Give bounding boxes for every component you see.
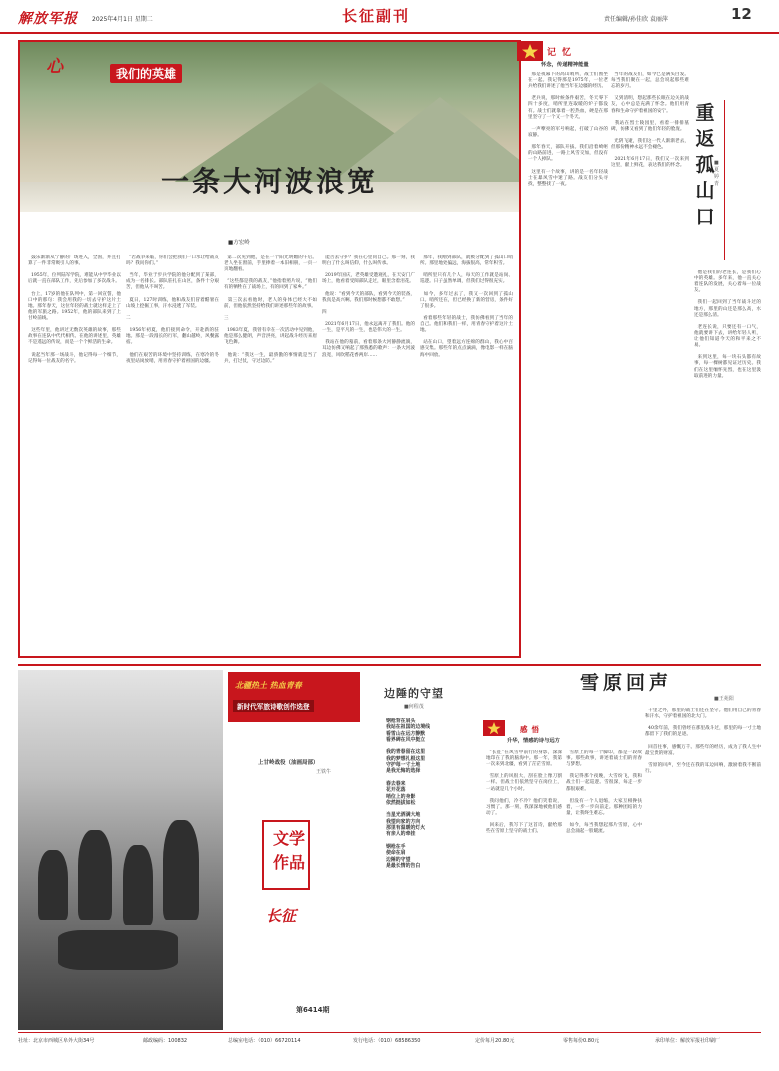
literature-box-line-1: 文学 bbox=[273, 829, 306, 848]
footer-printer: 承印单位：解放军报社印刷厂 bbox=[655, 1038, 721, 1044]
feature-column-1: 鼓乐渐渐从宁静的广场进入，全国，并且打算了一件非常吸引人的事。 1955年，位列陆军学院，难能从中学毕业以后就一直在部队工作，先后参加了多次战斗。 台上，17岁的他在队列中，第一回宣誓，他口中的那句：我会用我的一切去守护这片土地。那年春天，这位年轻的战士就这样走上了他的军旅之路。1952年，他的部队来到了上甘岭前线。 这些年里，他讲过无数次英雄的故事，那些故事在连队中代代相传。在他的讲述里，英雄不是遥远的传说，而是一个个鲜活的生命。 说起当年那一场战斗，他记得每一个细节，记得每一位战友的名字。 bbox=[28, 255, 121, 364]
feature-title: 一条大河波浪宽 bbox=[160, 165, 378, 198]
promo-tagline: 北疆热土 热血青春 bbox=[235, 680, 302, 690]
masthead bbox=[0, 0, 779, 34]
section-divider bbox=[18, 664, 761, 666]
footer-phone: 总编室电话：（010）66720114 bbox=[228, 1038, 301, 1044]
page-number: 12 bbox=[731, 5, 752, 23]
poem-body: 钢枪背在肩头 我站在祖国的边境线 看雪山在远方静默 看界碑在风中挺立 我的青春留在这里 我的梦想扎根这里 守护每一寸土地 是我无悔的选择 春去春来 花开花落 哨位上的身影 依然挺拔如松 当星光洒满大地 我望向家的方向 那里有温暖的灯火 有亲人的牵挂 钢枪在手 使命在肩 边陲的守望 是最长情的告白 bbox=[386, 718, 431, 869]
feature-column-3: 第二次见到他，是在一个阳光明媚的午后。老人坐在窗前，手里捧着一本旧相册，一页一页地翻看。 “这些都是我的战友，”他指着照片说，“他们有的牺牲在了战场上，有的回到了家乡。” 第三次去看他时，老人的身体已经大不如前，但他依然坚持给我们讲述那些年的故事。 三 1983年夏，我曾有幸在一次活动中见到他，他是那么健朗，声音洪亮，讲起战斗经历来眉飞色舞。 他说：“我这一生，最骄傲的事情就是当了兵，打过仗，守过边防。” bbox=[224, 255, 317, 364]
issue-date: 2025年4月1日 星期二 bbox=[92, 16, 153, 23]
memory-section-title: 记忆 bbox=[547, 48, 578, 58]
feature-column-4: 能否去守护？我在心里问自己。那一刻，我明白了什么叫信仰，什么叫传承。 2019年国庆，老英雄受邀观礼，在天安门广场上，他看着受阅部队走过，眼里含着泪花。 他说：“看到今天的部队，看到今天的装备，我真是高兴啊。我们那时候想都不敢想。” 四 2021年6月17日，他永远离开了我们。他的一生，是平凡的一生，也是伟大的一生。 我站在他的墓前，看着那条大河静静流淌，耳边仿佛又响起了那熟悉的歌声：一条大河波浪宽，风吹稻花香两岸…… bbox=[322, 255, 415, 358]
zoom-article-title: 重返孤山口 bbox=[695, 102, 715, 228]
snow-column-1: “长征”在风雪中前行的身影，深深地印在了我的脑海中。那一年，我第一次来到北疆，看到了茫茫雪原。 雪原上的风很大，刮在脸上像刀割一样。但战士们依然坚守在岗位上，一站就是几个小时。 我问他们，冷不冷？他们笑着说，习惯了。那一刻，我深深地被他们感动了。 回来后，我写下了这首诗，献给那些在雪原上坚守的战士们。 bbox=[486, 750, 562, 835]
footer-postcode: 邮政编码：100832 bbox=[143, 1038, 188, 1044]
snow-column-3: 千里之外，那里的战士们还在坚守。他们用自己的青春和汗水，守护着祖国的北大门。 40余年前，我们曾经在那里战斗过，那里的每一寸土地都留下了我们的足迹。 回首往事，感慨万千。那些年的经历，成为了我人生中最宝贵的财富。 雪原的回声，至今还在我的耳边回响，激励着我不断前行。 bbox=[645, 708, 761, 774]
literature-box-line-2: 作品 bbox=[273, 853, 306, 872]
feature-byline: ■方宏岭 bbox=[228, 240, 250, 246]
zoom-column: 他是我们的老连长，是我们心中的英雄。多年来，他一直关心着连队的发展，关心着每一位战友。 我们一起回到了当年战斗过的地方，那里的山还是那么高，水还是那么清。 老连长说，只要还有一口气，他就要讲下去，讲给年轻人听，让他们知道今天的和平来之不易。 来到这里，每一块石头都有故事，每一棵树都见证过历史。我们在这里缅怀先烈，也在这里汲取前进的力量。 bbox=[694, 270, 761, 379]
changzheng-mark: 长征 bbox=[266, 907, 297, 925]
feature-column-5: 那年，我刚到部队，就被分配到了孤山口哨所。那里地处偏远，海拔很高，常年积雪。 哨所里只有几个人，每天的工作就是站岗、巡逻。日子虽然单调，但我们过得很充实。 如今，多年过去了，我又一次回到了孤山口。哨所还在，但已经换了新的营房，条件好了很多。 看着那些年轻的战士，我仿佛看到了当年的自己。他们和我们一样，用青春守护着这片土地。 站在山口，望着远方连绵的群山，我心中百感交集。那些年的点点滴滴，像电影一样在脑海中回放。 bbox=[420, 255, 513, 358]
painting-artist: 王铁牛 bbox=[316, 769, 332, 775]
footer-price-month: 定价每月20.80元 bbox=[475, 1038, 515, 1044]
footer-address: 社址：北京市西城区阜外大街34号 bbox=[18, 1038, 95, 1044]
star-icon bbox=[517, 41, 543, 61]
column-label: 心 bbox=[46, 57, 63, 77]
issue-number: 第6414期 bbox=[296, 1006, 330, 1014]
feeling-section-title: 感悟 bbox=[520, 725, 543, 734]
column-name: 我们的英雄 bbox=[110, 64, 182, 83]
footer bbox=[18, 1032, 761, 1048]
footer-distribution: 发行电话：（010）68586350 bbox=[353, 1038, 421, 1044]
snow-article-title: 雪原回声 bbox=[580, 672, 673, 694]
memory-column-2: 当年的战友们，如今已是满头白发。每当我们聚在一起，总会说起那些难忘的岁月。 又到清明，想起那些长眠在边关的战友，心中总是充满了怀念。他们用青春和生命守护着祖国的安宁。 我站在烈士陵园里，看着一排排墓碑，仿佛又看到了他们年轻的脸庞。 光阴飞逝，我们这一代人渐渐老去，但那份精神永远不会褪色。 2021年6月17日，我们又一次来到这里，献上鲜花，表达我们的怀念。 bbox=[611, 72, 689, 169]
promo-series-name: 新时代军旅诗歌创作选登 bbox=[233, 700, 314, 712]
memory-column-1: 那是夜幕下的高山哨所，战士们围坐在一起。我记得那是1975年，一位老兵给我们讲述了他当年在边疆的经历。 老兵说，那时候条件艰苦，冬天零下四十多度，哨所里连取暖的炉子都没有。战士们就靠着一腔热血，硬是在那里坚守了一个又一个冬天。 一声嘹亮的军号响起，打破了山谷的寂静。 那年春天，部队开拔。我们沿着崎岖的山路前进，一路上风雪交加，但没有一个人掉队。 这里有一个故事，讲的是一名年轻战士在暴风雪中迷了路。战友们分头寻找，整整找了一夜。 bbox=[528, 72, 608, 187]
zoom-article-author: ■夏婷青 bbox=[714, 160, 720, 187]
feeling-section-subtitle: 升华，情感的诗与远方 bbox=[507, 738, 560, 744]
editors: 责任编辑/孙佳欣 袁丽萍 bbox=[604, 16, 668, 23]
poem-title: 边陲的守望 bbox=[384, 687, 444, 700]
painting-caption: 上甘岭战役（油画局部） bbox=[258, 760, 319, 766]
oil-painting-image bbox=[18, 670, 223, 1030]
footer-price-copy: 零售每份0.80元 bbox=[563, 1038, 600, 1044]
memory-subtitle: 怀念，传递精神能量 bbox=[541, 62, 589, 68]
feature-column-2: “若战争来临，你们会把我们一口水让给战友吗？我问你们。” 当年，毕业于步兵学院的他分配到了某部，成为一名排长。部队驻扎在山区，条件十分艰苦，但他从不叫苦。 夏日，127时训练，他和战友们冒着酷暑在山坡上挖掘工事，汗水浸透了军装。 二 1956年初夏，他们接到命令，开赴新的驻地。那是一段漫长的行军，翻山越岭，风餐露宿。 他们在艰苦的环境中坚持训练，在寒冷的冬夜里站岗放哨，用青春守护着祖国的边疆。 bbox=[126, 255, 219, 364]
newspaper-logo: 解放军报 bbox=[18, 11, 78, 27]
snow-article-author: ■王苑阳 bbox=[714, 696, 734, 702]
snow-column-2: 雪原上的每一个脚印，都是一段故事。那些故事，讲述着战士们的青春与梦想。 我记得那个夜晚，大雪纷飞，我和战士们一起巡逻。雪很深，每走一步都很艰难。 但没有一个人退缩，大家互相搀扶着，一步一步向前走。那种团结的力量，让我终生难忘。 如今，每当我想起那片雪原，心中总会涌起一股暖流。 bbox=[566, 750, 642, 835]
poem-author: ■何程茂 bbox=[404, 704, 424, 710]
title-rule bbox=[724, 100, 725, 260]
star-icon bbox=[483, 720, 505, 736]
section-title: 长征副刊 bbox=[342, 7, 411, 25]
